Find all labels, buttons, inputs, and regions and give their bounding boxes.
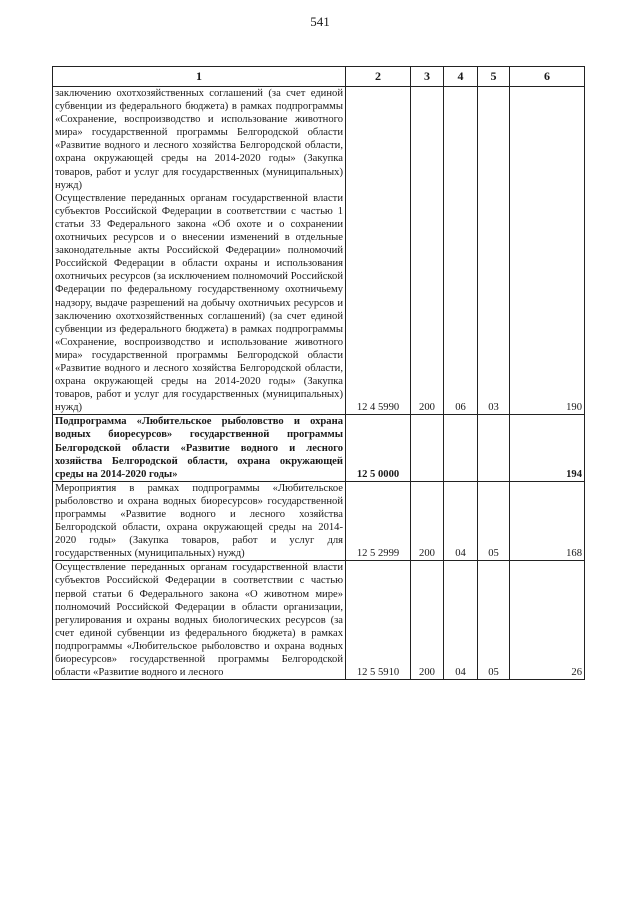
row-code: 12 5 5910 bbox=[346, 561, 411, 680]
row-amount: 168 bbox=[510, 481, 585, 561]
page-number: 541 bbox=[310, 14, 330, 29]
row-col4: 04 bbox=[444, 481, 478, 561]
row-code: 12 4 5990 bbox=[346, 87, 411, 415]
row-col3: 200 bbox=[411, 87, 444, 415]
row-code: 12 5 2999 bbox=[346, 481, 411, 561]
row-amount: 26 bbox=[510, 561, 585, 680]
row-paragraph: Осуществление переданных органам государственной власти субъектов Российской Федерации в соответствии с частью 1 статьи 33 Федерального закона «Об охоте и о сохранении охотничьих ресурсов и о внесении изменений в отдельные законодательные акты Российской Федерации» полномочий Российской Федерации в области охраны и использования охотничьих ресурсов (за исключением полномочий Российской Федерации по федеральному государственному охотничьему надзору, выдаче разрешений на добычу охотничьих ресурсов и заключению охотхозяйственных соглашений) (за счет единой субвенции из федерального бюджета) в рамках подпрограммы «Сохранение, воспроизводство и использование животного мира» государственной программы Белгородской области «Развитие водного и лесного хозяйства Белгородской области, охрана окружающей среды на 2014-2020 годы» (Закупка товаров, работ и услуг для государственных (муниципальных) нужд) bbox=[55, 192, 343, 414]
table-row bbox=[53, 415, 585, 481]
header-row bbox=[53, 67, 585, 87]
column-header-1: 1 bbox=[53, 67, 346, 87]
row-col4: 04 bbox=[444, 561, 478, 680]
row-col3: 200 bbox=[411, 561, 444, 680]
row-col4 bbox=[444, 415, 478, 481]
row-paragraph: Мероприятия в рамках подпрограммы «Любительское рыболовство и охрана водных биоресурсов» государственной программы «Развитие водного и лесного хозяйства Белгородской области, охрана окружающей среды на 2014-2020 годы» (Закупка товаров, работ и услуг для государственных (муниципальных) нужд) bbox=[55, 482, 343, 560]
row-col4: 06 bbox=[444, 87, 478, 415]
column-header-2: 2 bbox=[346, 67, 411, 87]
row-col5: 03 bbox=[478, 87, 510, 415]
column-header-5: 5 bbox=[478, 67, 510, 87]
row-paragraph: заключению охотхозяйственных соглашений (за счет единой субвенции из федерального бюджета) в рамках подпрограммы «Сохранение, воспроизводство и использование животного мира» государственной программы Белгородской области «Развитие водного и лесного хозяйства Белгородской области, охрана окружающей среды на 2014-2020 годы» (Закупка товаров, работ и услуг для государственных (муниципальных) нужд) bbox=[55, 88, 343, 191]
row-col5 bbox=[478, 415, 510, 481]
row-amount: 194 bbox=[510, 415, 585, 481]
row-col5: 05 bbox=[478, 481, 510, 561]
column-header-3: 3 bbox=[411, 67, 444, 87]
table-row bbox=[53, 481, 585, 561]
column-header-6: 6 bbox=[510, 67, 585, 87]
row-description bbox=[53, 561, 346, 680]
row-description bbox=[53, 415, 346, 481]
row-col3: 200 bbox=[411, 481, 444, 561]
row-description bbox=[53, 481, 346, 561]
row-paragraph: Подпрограмма «Любительское рыболовство и охрана водных биоресурсов» государственной программы Белгородской области «Развитие водного и лесного хозяйства Белгородской области, охрана окружающей среды на 2014-2020 годы» bbox=[55, 416, 343, 480]
row-amount: 190 bbox=[510, 87, 585, 415]
row-code: 12 5 0000 bbox=[346, 415, 411, 481]
row-col5: 05 bbox=[478, 561, 510, 680]
budget-table bbox=[52, 66, 585, 680]
row-paragraph: Осуществление переданных органам государственной власти субъектов Российской Федерации в соответствии с частью первой статьи 6 Федерального закона «О животном мире» полномочий Российской Федерации в области организации, регулирования и охраны водных биологических ресурсов (за счет единой субвенции из федерального бюджета) в рамках подпрограммы «Любительское рыболовство и охрана водных биоресурсов» государственной программы Белгородской области «Развитие водного и лесного bbox=[55, 562, 343, 679]
table-row bbox=[53, 561, 585, 680]
table-row bbox=[53, 87, 585, 415]
column-header-4: 4 bbox=[444, 67, 478, 87]
row-col3 bbox=[411, 415, 444, 481]
row-description bbox=[53, 87, 346, 415]
